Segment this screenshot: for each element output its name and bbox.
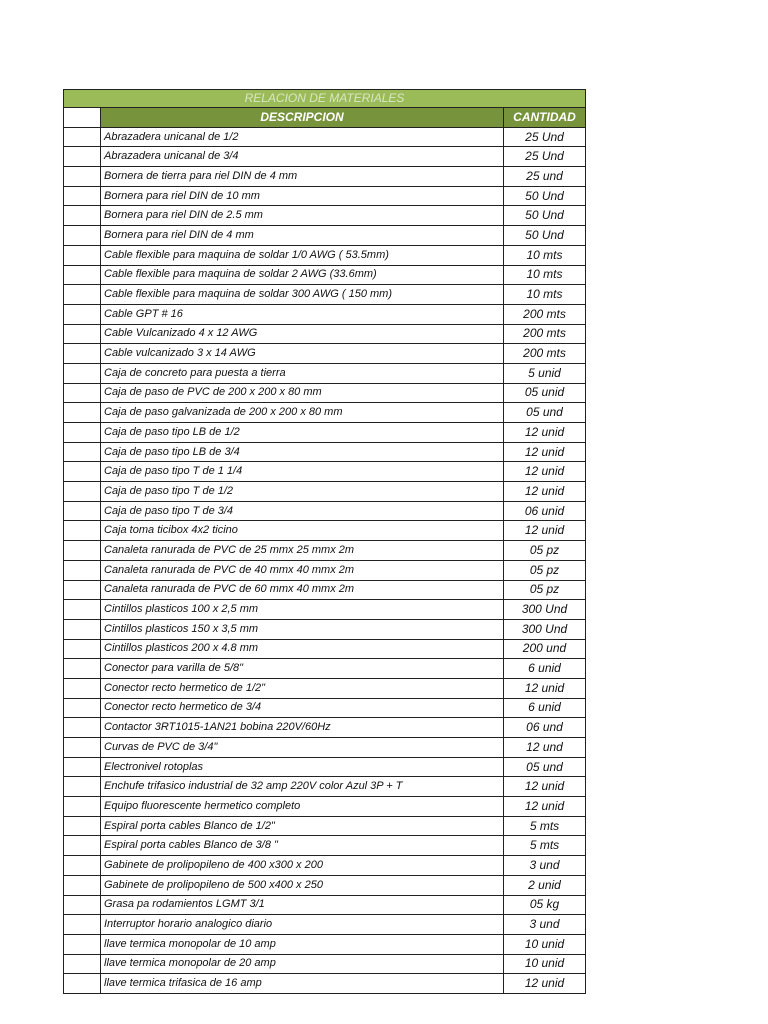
row-index-cell	[64, 600, 101, 620]
table-row	[64, 423, 586, 443]
description-cell: Conector para varilla de 5/8"	[101, 659, 504, 679]
quantity-cell: 05 kg	[504, 895, 586, 915]
row-index-cell	[64, 482, 101, 502]
row-index-cell	[64, 757, 101, 777]
quantity-cell: 10 mts	[504, 285, 586, 305]
quantity-cell: 10 unid	[504, 954, 586, 974]
table-row	[64, 757, 586, 777]
row-index-cell	[64, 383, 101, 403]
description-cell: Cintillos plasticos 200 x 4.8 mm	[101, 639, 504, 659]
quantity-cell: 12 unid	[504, 777, 586, 797]
row-index-cell	[64, 501, 101, 521]
row-index-cell	[64, 541, 101, 561]
quantity-cell: 05 und	[504, 403, 586, 423]
row-index-cell	[64, 856, 101, 876]
row-index-cell	[64, 777, 101, 797]
table-row	[64, 639, 586, 659]
row-index-cell	[64, 816, 101, 836]
description-cell: Bornera para riel DIN de 2.5 mm	[101, 206, 504, 226]
table-row	[64, 875, 586, 895]
table-row	[64, 954, 586, 974]
description-cell: Bornera para riel DIN de 4 mm	[101, 226, 504, 246]
table-row	[64, 442, 586, 462]
quantity-cell: 6 unid	[504, 698, 586, 718]
description-cell: Caja de paso de PVC de 200 x 200 x 80 mm	[101, 383, 504, 403]
table-row	[64, 265, 586, 285]
description-cell: Canaleta ranurada de PVC de 40 mmx 40 mmx 2m	[101, 560, 504, 580]
table-row	[64, 363, 586, 383]
quantity-cell: 25 Und	[504, 127, 586, 147]
table-row	[64, 698, 586, 718]
table-row	[64, 482, 586, 502]
quantity-cell: 25 Und	[504, 147, 586, 167]
description-cell: Conector recto hermetico de 1/2"	[101, 678, 504, 698]
row-index-cell	[64, 895, 101, 915]
row-index-cell	[64, 147, 101, 167]
quantity-cell: 12 unid	[504, 521, 586, 541]
description-cell: Equipo fluorescente hermetico completo	[101, 797, 504, 817]
description-cell: Bornera de tierra para riel DIN de 4 mm	[101, 167, 504, 187]
description-cell: Cintillos plasticos 100 x 2,5 mm	[101, 600, 504, 620]
row-index-cell	[64, 442, 101, 462]
description-cell: Grasa pa rodamientos LGMT 3/1	[101, 895, 504, 915]
table-row	[64, 777, 586, 797]
row-index-cell	[64, 127, 101, 147]
row-index-cell	[64, 304, 101, 324]
quantity-cell: 5 mts	[504, 836, 586, 856]
quantity-cell: 05 pz	[504, 580, 586, 600]
description-cell: Caja de paso tipo T de 1/2	[101, 482, 504, 502]
table-row	[64, 915, 586, 935]
table-row	[64, 678, 586, 698]
table-row	[64, 147, 586, 167]
table-row	[64, 856, 586, 876]
quantity-cell: 5 mts	[504, 816, 586, 836]
row-index-cell	[64, 678, 101, 698]
description-cell: Conector recto hermetico de 3/4	[101, 698, 504, 718]
quantity-cell: 6 unid	[504, 659, 586, 679]
row-index-cell	[64, 915, 101, 935]
row-index-cell	[64, 974, 101, 994]
description-cell: Espiral porta cables Blanco de 1/2"	[101, 816, 504, 836]
description-cell: Caja de concreto para puesta a tierra	[101, 363, 504, 383]
quantity-cell: 200 mts	[504, 344, 586, 364]
quantity-cell: 10 mts	[504, 245, 586, 265]
description-cell: Gabinete de prolipopileno de 500 x400 x 250	[101, 875, 504, 895]
quantity-cell: 06 unid	[504, 501, 586, 521]
row-index-cell	[64, 580, 101, 600]
quantity-cell: 25 und	[504, 167, 586, 187]
row-index-cell	[64, 265, 101, 285]
quantity-cell: 12 unid	[504, 423, 586, 443]
materials-table	[63, 89, 586, 994]
description-cell: Espiral porta cables Blanco de 3/8 "	[101, 836, 504, 856]
quantity-cell: 12 unid	[504, 974, 586, 994]
table-row	[64, 167, 586, 187]
description-cell: Abrazadera unicanal de 1/2	[101, 127, 504, 147]
row-index-cell	[64, 285, 101, 305]
table-row	[64, 974, 586, 994]
row-index-cell	[64, 167, 101, 187]
description-cell: Cintillos plasticos 150 x 3,5 mm	[101, 619, 504, 639]
quantity-cell: 12 unid	[504, 797, 586, 817]
description-cell: Caja de paso tipo LB de 3/4	[101, 442, 504, 462]
row-index-cell	[64, 698, 101, 718]
table-row	[64, 600, 586, 620]
quantity-cell: 3 und	[504, 856, 586, 876]
table-row	[64, 580, 586, 600]
description-cell: Caja de paso tipo T de 1 1/4	[101, 462, 504, 482]
quantity-cell: 300 Und	[504, 600, 586, 620]
index-header-cell	[64, 108, 101, 128]
description-cell: Cable flexible para maquina de soldar 2 AWG (33.6mm)	[101, 265, 504, 285]
description-cell: Enchufe trifasico industrial de 32 amp 220V color Azul 3P + T	[101, 777, 504, 797]
table-row	[64, 226, 586, 246]
table-row	[64, 304, 586, 324]
table-row	[64, 344, 586, 364]
table-row	[64, 836, 586, 856]
quantity-cell: 50 Und	[504, 226, 586, 246]
table-row	[64, 383, 586, 403]
description-cell: Cable Vulcanizado 4 x 12 AWG	[101, 324, 504, 344]
quantity-cell: 05 pz	[504, 541, 586, 561]
quantity-cell: 200 mts	[504, 304, 586, 324]
quantity-cell: 12 unid	[504, 482, 586, 502]
quantity-cell: 200 mts	[504, 324, 586, 344]
description-cell: Caja de paso tipo LB de 1/2	[101, 423, 504, 443]
row-index-cell	[64, 186, 101, 206]
description-cell: Abrazadera unicanal de 3/4	[101, 147, 504, 167]
description-cell: Gabinete de prolipopileno de 400 x300 x 200	[101, 856, 504, 876]
table-row	[64, 285, 586, 305]
row-index-cell	[64, 344, 101, 364]
description-cell: Contactor 3RT1015-1AN21 bobina 220V/60Hz	[101, 718, 504, 738]
quantity-cell: 3 und	[504, 915, 586, 935]
table-row	[64, 738, 586, 758]
row-index-cell	[64, 403, 101, 423]
row-index-cell	[64, 718, 101, 738]
row-index-cell	[64, 324, 101, 344]
row-index-cell	[64, 797, 101, 817]
row-index-cell	[64, 206, 101, 226]
description-cell: Caja de paso tipo T de 3/4	[101, 501, 504, 521]
description-cell: Caja de paso galvanizada de 200 x 200 x 80 mm	[101, 403, 504, 423]
row-index-cell	[64, 619, 101, 639]
description-cell: Curvas de PVC de 3/4"	[101, 738, 504, 758]
description-header: DESCRIPCION	[101, 108, 504, 128]
description-cell: llave termica monopolar de 20 amp	[101, 954, 504, 974]
row-index-cell	[64, 836, 101, 856]
row-index-cell	[64, 521, 101, 541]
table-row	[64, 560, 586, 580]
quantity-cell: 10 mts	[504, 265, 586, 285]
table-title: RELACION DE MATERIALES	[64, 90, 586, 108]
quantity-cell: 05 unid	[504, 383, 586, 403]
row-index-cell	[64, 659, 101, 679]
row-index-cell	[64, 560, 101, 580]
table-row	[64, 186, 586, 206]
table-row	[64, 619, 586, 639]
table-row	[64, 403, 586, 423]
row-index-cell	[64, 245, 101, 265]
description-cell: Cable flexible para maquina de soldar 300 AWG ( 150 mm)	[101, 285, 504, 305]
description-cell: Cable flexible para maquina de soldar 1/0 AWG ( 53.5mm)	[101, 245, 504, 265]
table-row	[64, 895, 586, 915]
quantity-cell: 5 unid	[504, 363, 586, 383]
row-index-cell	[64, 226, 101, 246]
description-cell: Cable vulcanizado 3 x 14 AWG	[101, 344, 504, 364]
table-row	[64, 127, 586, 147]
quantity-cell: 300 Und	[504, 619, 586, 639]
table-row	[64, 934, 586, 954]
description-cell: llave termica monopolar de 10 amp	[101, 934, 504, 954]
table-row	[64, 541, 586, 561]
quantity-cell: 12 unid	[504, 462, 586, 482]
quantity-cell: 12 unid	[504, 678, 586, 698]
quantity-cell: 2 unid	[504, 875, 586, 895]
row-index-cell	[64, 363, 101, 383]
quantity-cell: 10 unid	[504, 934, 586, 954]
description-cell: Bornera para riel DIN de 10 mm	[101, 186, 504, 206]
title-row	[64, 90, 586, 108]
quantity-cell: 05 pz	[504, 560, 586, 580]
quantity-cell: 50 Und	[504, 186, 586, 206]
quantity-cell: 200 und	[504, 639, 586, 659]
row-index-cell	[64, 934, 101, 954]
table-row	[64, 206, 586, 226]
quantity-header: CANTIDAD	[504, 108, 586, 128]
row-index-cell	[64, 738, 101, 758]
quantity-cell: 12 und	[504, 738, 586, 758]
row-index-cell	[64, 639, 101, 659]
table-row	[64, 324, 586, 344]
row-index-cell	[64, 875, 101, 895]
table-row	[64, 659, 586, 679]
table-row	[64, 521, 586, 541]
table-row	[64, 501, 586, 521]
quantity-cell: 50 Und	[504, 206, 586, 226]
quantity-cell: 06 und	[504, 718, 586, 738]
quantity-cell: 05 und	[504, 757, 586, 777]
row-index-cell	[64, 462, 101, 482]
table-row	[64, 462, 586, 482]
table-row	[64, 816, 586, 836]
description-cell: Canaleta ranurada de PVC de 60 mmx 40 mmx 2m	[101, 580, 504, 600]
description-cell: Caja toma ticibox 4x2 ticino	[101, 521, 504, 541]
description-cell: Electronivel rotoplas	[101, 757, 504, 777]
description-cell: Interruptor horario analogico diario	[101, 915, 504, 935]
row-index-cell	[64, 423, 101, 443]
table-row	[64, 245, 586, 265]
description-cell: Canaleta ranurada de PVC de 25 mmx 25 mmx 2m	[101, 541, 504, 561]
header-row	[64, 108, 586, 128]
table-row	[64, 797, 586, 817]
description-cell: llave termica trifasica de 16 amp	[101, 974, 504, 994]
quantity-cell: 12 unid	[504, 442, 586, 462]
table-row	[64, 718, 586, 738]
description-cell: Cable GPT # 16	[101, 304, 504, 324]
row-index-cell	[64, 954, 101, 974]
